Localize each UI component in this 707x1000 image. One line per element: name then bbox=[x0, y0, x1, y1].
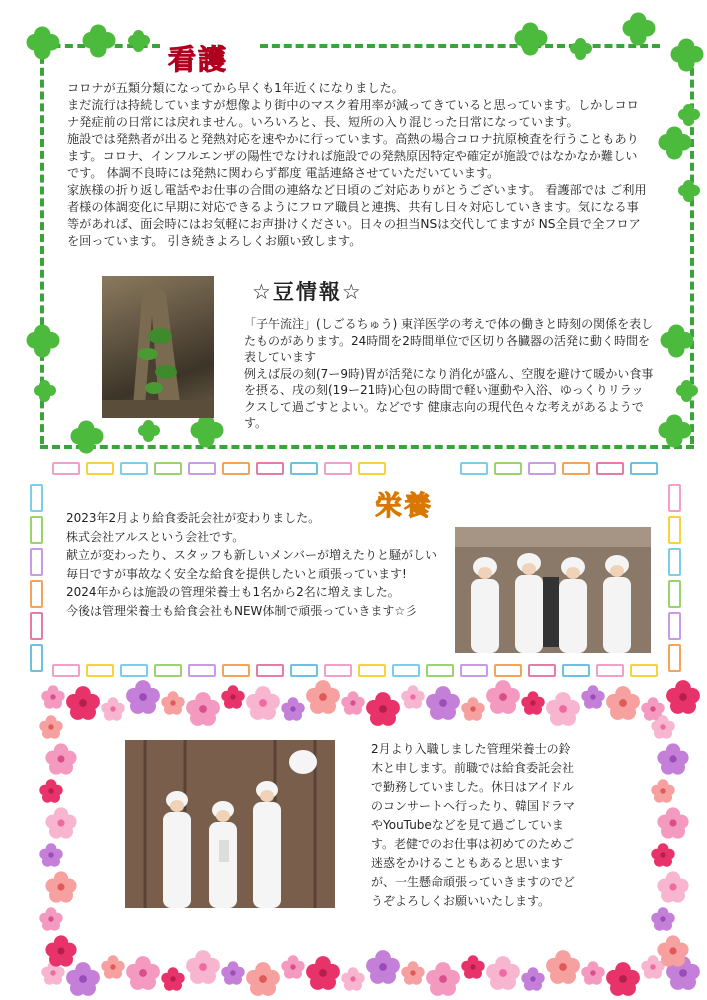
nursing-frame-bottom bbox=[40, 445, 694, 449]
sakura-flower-icon bbox=[186, 692, 220, 726]
pill-decoration bbox=[256, 462, 284, 475]
pill-decoration bbox=[30, 516, 43, 544]
tree-trunk-icon bbox=[102, 276, 214, 418]
pill-decoration bbox=[52, 462, 80, 475]
sakura-flower-icon bbox=[657, 743, 688, 774]
pill-decoration bbox=[668, 644, 681, 672]
nutrition-body bbox=[66, 509, 446, 621]
pill-decoration bbox=[222, 462, 250, 475]
pill-decoration bbox=[596, 462, 624, 475]
clover-icon bbox=[71, 421, 104, 454]
pill-decoration bbox=[154, 664, 182, 677]
sakura-flower-icon bbox=[651, 907, 674, 930]
sakura-flower-icon bbox=[306, 956, 340, 990]
pill-decoration bbox=[290, 664, 318, 677]
nutrition-paragraph: 2023年2月より給食委託会社が変わりました。 bbox=[66, 511, 321, 525]
pill-decoration bbox=[86, 462, 114, 475]
nutrition-paragraph: 今後は管理栄養士も給食会社もNEW体制で頑張っていきます☆彡 bbox=[66, 603, 418, 618]
sakura-flower-icon bbox=[657, 807, 688, 838]
clover-icon bbox=[676, 380, 698, 402]
nursing-paragraph: 施設では発熱者が出ると発熱対応を速やかに行っています。高熱の場合コロナ抗原検査を行うこともあります。コロナ、インフルエンザの陽性でなければ施設での発熱原因特定や確定が施設ではなかなか難しいです。 体調不良時には発熱に関わらず都度 電話連絡させていただいています。 bbox=[67, 132, 639, 180]
sakura-flower-icon bbox=[186, 950, 220, 984]
sakura-flower-icon bbox=[606, 962, 640, 996]
pill-decoration bbox=[460, 664, 488, 677]
sakura-flower-icon bbox=[281, 955, 304, 978]
pill-decoration bbox=[426, 664, 454, 677]
pill-decoration bbox=[528, 462, 556, 475]
nutrition-paragraph: 献立が変わったり、スタッフも新しいメンバーが増えたりと騒がしい毎日ですが事故なく安全な給食を提供したいと頑張っています! bbox=[66, 548, 438, 581]
sakura-flower-icon bbox=[546, 950, 580, 984]
pill-decoration bbox=[30, 644, 43, 672]
pill-decoration bbox=[668, 516, 681, 544]
sakura-flower-icon bbox=[657, 871, 688, 902]
pill-decoration bbox=[188, 664, 216, 677]
sakura-flower-icon bbox=[651, 843, 674, 866]
pill-decoration bbox=[630, 462, 658, 475]
clover-icon bbox=[659, 127, 692, 160]
sakura-flower-icon bbox=[651, 779, 674, 802]
pill-decoration bbox=[120, 462, 148, 475]
pill-decoration bbox=[460, 462, 488, 475]
tip-title: ☆豆情報☆ bbox=[252, 280, 363, 304]
pill-decoration bbox=[154, 462, 182, 475]
sakura-flower-icon bbox=[581, 685, 604, 708]
pill-decoration bbox=[668, 612, 681, 640]
sakura-flower-icon bbox=[101, 697, 124, 720]
sakura-flower-icon bbox=[366, 950, 400, 984]
pill-decoration bbox=[52, 664, 80, 677]
sakura-flower-icon bbox=[606, 686, 640, 720]
sakura-flower-icon bbox=[39, 907, 62, 930]
pill-decoration bbox=[494, 664, 522, 677]
nursing-body bbox=[67, 80, 649, 250]
sakura-flower-icon bbox=[401, 685, 424, 708]
clover-icon bbox=[27, 27, 60, 60]
pill-decoration bbox=[562, 664, 590, 677]
clover-icon bbox=[678, 104, 700, 126]
clover-icon bbox=[659, 415, 692, 448]
pill-decoration bbox=[30, 548, 43, 576]
tip-paragraph: 「子午流注」(しごるちゅう) 東洋医学の考えで体の働きと時刻の関係を表したものがあります。24時間を2時間単位で区切り各臓器の活発に動く時間を表しています bbox=[244, 317, 654, 364]
pill-decoration bbox=[630, 664, 658, 677]
sakura-flower-icon bbox=[281, 697, 304, 720]
sakura-flower-icon bbox=[126, 680, 160, 714]
nutrition-paragraph: 2024年からは施設の管理栄養士も1名から2名に増えました。 bbox=[66, 585, 400, 600]
pill-decoration bbox=[668, 548, 681, 576]
nutrition-title: 栄養 bbox=[375, 491, 433, 522]
sakura-flower-icon bbox=[45, 935, 76, 966]
pill-decoration bbox=[188, 462, 216, 475]
sakura-flower-icon bbox=[221, 685, 244, 708]
tree-photo bbox=[102, 276, 214, 418]
pill-decoration bbox=[256, 664, 284, 677]
pill-decoration bbox=[30, 484, 43, 512]
sakura-flower-icon bbox=[581, 961, 604, 984]
clover-icon bbox=[83, 25, 116, 58]
staff-posing-icon bbox=[125, 740, 335, 908]
sakura-flower-icon bbox=[66, 962, 100, 996]
sakura-flower-icon bbox=[341, 691, 364, 714]
pill-decoration bbox=[494, 462, 522, 475]
clover-icon bbox=[128, 30, 150, 52]
clover-icon bbox=[515, 23, 548, 56]
sakura-flower-icon bbox=[426, 962, 460, 996]
sakura-flower-icon bbox=[521, 967, 544, 990]
kitchen-staff-photo bbox=[455, 527, 651, 653]
pill-decoration bbox=[324, 462, 352, 475]
sakura-flower-icon bbox=[221, 961, 244, 984]
sakura-flower-icon bbox=[246, 686, 280, 720]
sakura-flower-icon bbox=[161, 691, 184, 714]
pill-decoration bbox=[392, 664, 420, 677]
nursing-frame-top-right bbox=[260, 44, 660, 48]
sakura-flower-icon bbox=[341, 967, 364, 990]
sakura-flower-icon bbox=[546, 692, 580, 726]
sakura-flower-icon bbox=[45, 871, 76, 902]
nursing-paragraph: コロナが五類分類になってから早くも1年近くになりました。 bbox=[67, 81, 404, 95]
sakura-flower-icon bbox=[126, 956, 160, 990]
sakura-flower-icon bbox=[45, 807, 76, 838]
pill-decoration bbox=[562, 462, 590, 475]
sakura-flower-icon bbox=[306, 680, 340, 714]
pill-decoration bbox=[668, 580, 681, 608]
pill-decoration bbox=[596, 664, 624, 677]
tip-paragraph: 例えば辰の刻(7ー9時)胃が活発になり消化が盛ん、空腹を避けて暖かい食事を摂る、戌の刻(19ー21時)心包の時間で軽い運動や入浴、ゆっくりリラックスして過ごすとよい。などです 健康志向の現代色々な考えがあるようです。 bbox=[244, 366, 654, 430]
sakura-flower-icon bbox=[657, 935, 688, 966]
pill-decoration bbox=[324, 664, 352, 677]
sakura-flower-icon bbox=[39, 843, 62, 866]
pill-decoration bbox=[30, 580, 43, 608]
nursing-paragraph: まだ流行は持続していますが想像より街中のマスク着用率が減ってきていると思っています。しかしコロナ発症前の日常には戻れません。いろいろと、長、短所の入り混じった日常になっています。 bbox=[67, 98, 639, 129]
new-staff-photo bbox=[125, 740, 335, 908]
pill-decoration bbox=[528, 664, 556, 677]
sakura-flower-icon bbox=[366, 692, 400, 726]
staff-group-icon bbox=[455, 527, 651, 653]
clover-icon bbox=[570, 38, 592, 60]
clover-icon bbox=[623, 13, 656, 46]
sakura-flower-icon bbox=[41, 685, 64, 708]
sakura-flower-icon bbox=[246, 962, 280, 996]
nutrition-paragraph: 株式会社アルスという会社です。 bbox=[66, 529, 245, 544]
sakura-flower-icon bbox=[461, 697, 484, 720]
pill-decoration bbox=[30, 612, 43, 640]
sakura-flower-icon bbox=[521, 691, 544, 714]
sakura-flower-icon bbox=[101, 955, 124, 978]
tip-body bbox=[244, 316, 654, 432]
staff-intro-paragraph: 2月より入職しました管理栄養士の鈴木と申します。前職では給食委託会社で勤務していました。休日はアイドルのコンサートへ行ったり、韓国ドラマやYouTubeなどを見て過ごしています。老健でのお仕事は初めてのためご迷惑をかけることもあると思いますが、一生懸命頑張っていきますのでどうぞよろしくお願いいたします。 bbox=[371, 742, 576, 908]
clover-icon bbox=[27, 325, 60, 358]
sakura-flower-icon bbox=[651, 715, 674, 738]
sakura-flower-icon bbox=[666, 680, 700, 714]
pill-decoration bbox=[120, 664, 148, 677]
sakura-flower-icon bbox=[39, 779, 62, 802]
clover-icon bbox=[661, 325, 694, 358]
pill-decoration bbox=[86, 664, 114, 677]
nursing-title: 看護 bbox=[168, 43, 229, 76]
pill-decoration bbox=[290, 462, 318, 475]
nursing-paragraph: 家族様の折り返し電話やお仕事の合間の連絡など日頃のご対応ありがとうございます。 看護部では ご利用者様の体調変化に早期に対応できるようにフロア職員と連携、共有し日々対応していきます。気になる事等があれば、面会時にはお気軽にお声掛けください。日々の担当NSは交代してますが NS全員で全フロアを回っています。 引き続きよろしくお願い致します。 bbox=[67, 183, 647, 248]
sakura-flower-icon bbox=[39, 715, 62, 738]
pill-decoration bbox=[222, 664, 250, 677]
clover-icon bbox=[671, 39, 704, 72]
pill-decoration bbox=[358, 462, 386, 475]
pill-decoration bbox=[358, 664, 386, 677]
clover-icon bbox=[34, 380, 56, 402]
staff-intro-body bbox=[371, 740, 581, 911]
clover-icon bbox=[138, 420, 160, 442]
sakura-flower-icon bbox=[486, 680, 520, 714]
sakura-flower-icon bbox=[486, 956, 520, 990]
sakura-flower-icon bbox=[426, 686, 460, 720]
clover-icon bbox=[678, 180, 700, 202]
sakura-flower-icon bbox=[461, 955, 484, 978]
sakura-flower-icon bbox=[66, 686, 100, 720]
sakura-flower-icon bbox=[161, 967, 184, 990]
sakura-flower-icon bbox=[45, 743, 76, 774]
clover-icon bbox=[191, 415, 224, 448]
pill-decoration bbox=[668, 484, 681, 512]
sakura-flower-icon bbox=[401, 961, 424, 984]
